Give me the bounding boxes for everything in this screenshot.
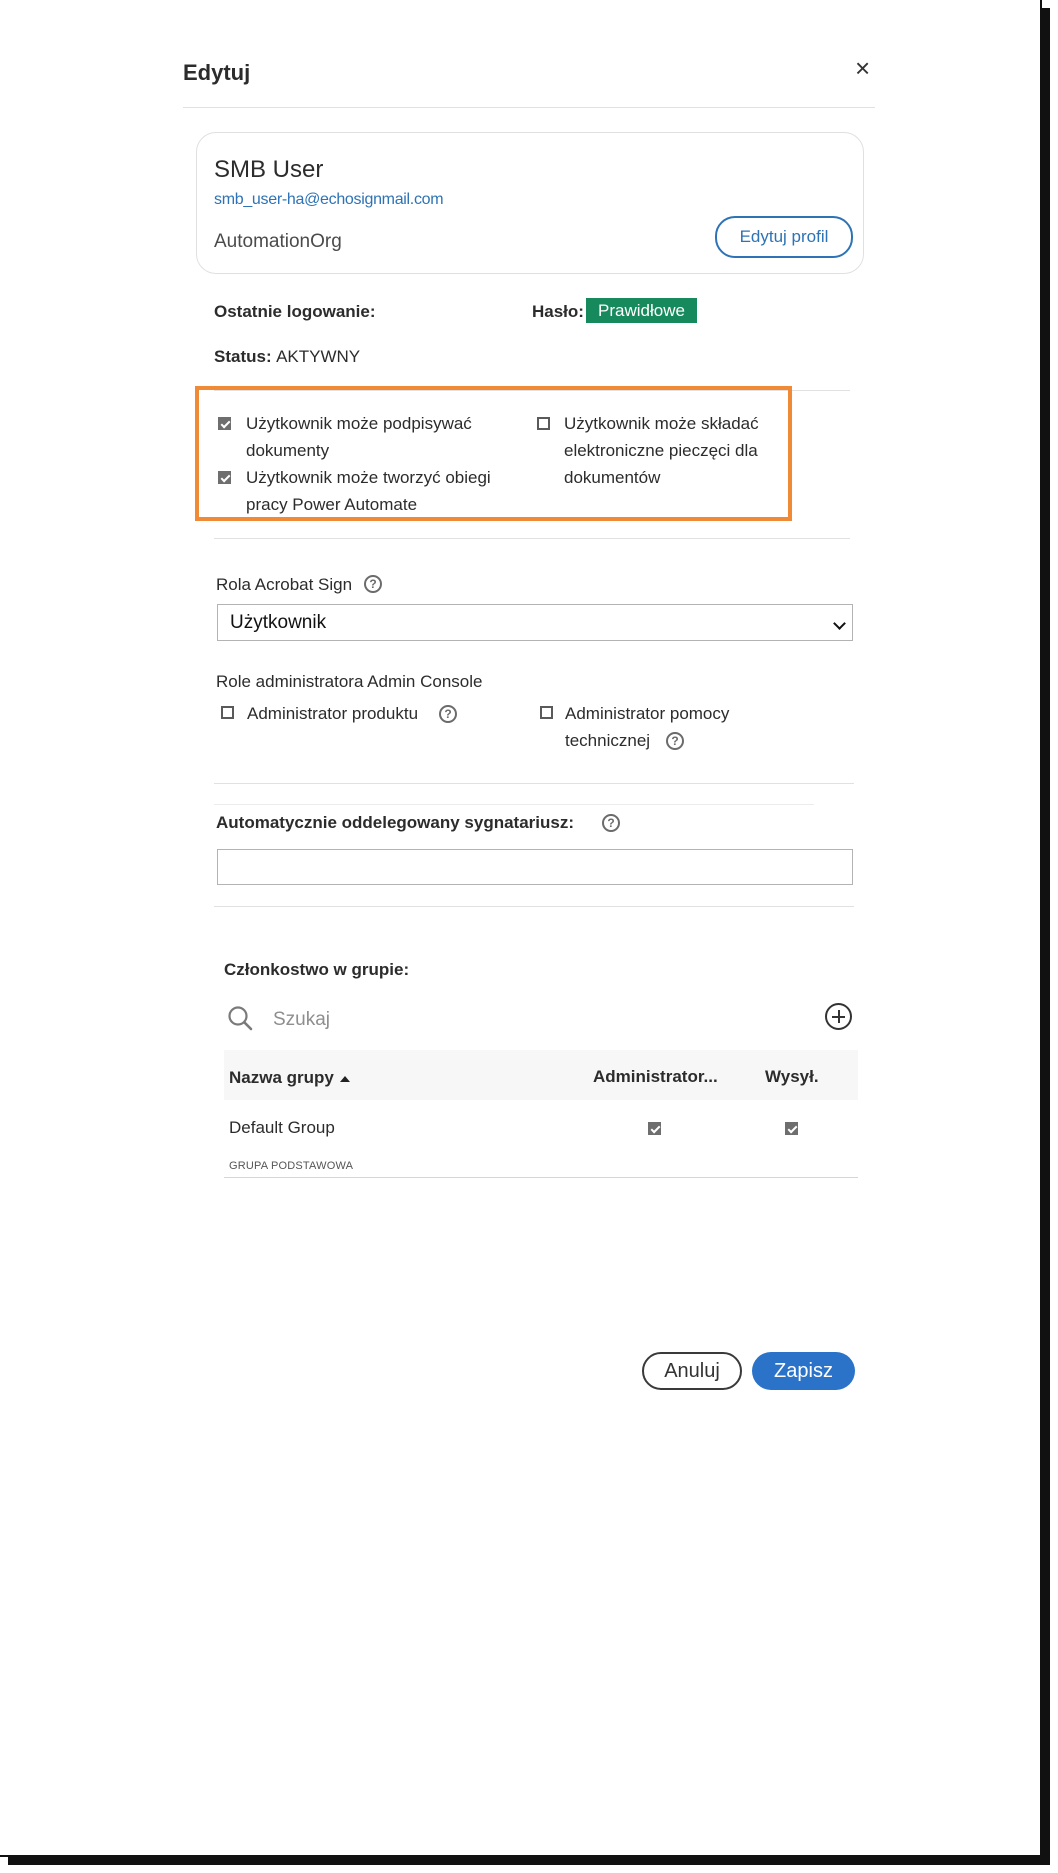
group-search-input[interactable]: Szukaj [273, 1009, 331, 1030]
delegate-label: Automatycznie oddelegowany sygnatariusz: [216, 813, 575, 832]
chevron-down-icon [833, 617, 846, 630]
edit-profile-button[interactable]: Edytuj profil [715, 216, 853, 258]
col-group-name-label: Nazwa grupy [229, 1068, 334, 1087]
sign-line-1: Użytkownik może podpisywać [246, 414, 472, 433]
product-admin-help-icon[interactable]: ? [439, 705, 457, 723]
groups-label: Członkostwo w grupie: [224, 960, 410, 979]
group-admin-checkbox[interactable] [648, 1122, 661, 1135]
seal-line-1: Użytkownik może składać [564, 414, 759, 433]
cancel-button[interactable]: Anuluj [642, 1352, 742, 1390]
seal-checkbox[interactable] [537, 417, 550, 430]
delegate-help-icon[interactable]: ? [602, 814, 620, 832]
status-row [214, 347, 360, 367]
flows-line-2: pracy Power Automate [246, 495, 418, 514]
role-select[interactable] [217, 604, 853, 641]
password-status-badge: Prawidłowe [586, 298, 697, 323]
status-label: Status: [214, 347, 272, 366]
support-admin-help-icon[interactable]: ? [666, 732, 684, 750]
role-selected-value: Użytkownik [230, 612, 327, 633]
password-label: Hasło: [532, 302, 584, 321]
header-divider [183, 107, 875, 108]
seal-line-3: dokumentów [564, 468, 661, 487]
last-login-label: Ostatnie logowanie: [214, 302, 376, 321]
user-org: AutomationOrg [214, 231, 342, 252]
add-group-icon[interactable] [825, 1003, 852, 1030]
role-help-icon[interactable]: ? [364, 575, 382, 593]
col-admin[interactable]: Administrator... [593, 1067, 718, 1086]
col-group-name[interactable] [229, 1068, 350, 1088]
support-admin-line-1: Administrator pomocy [565, 704, 730, 723]
delegate-divider [214, 906, 854, 907]
admin-roles-label: Role administratora Admin Console [216, 672, 483, 691]
permissions-divider [214, 538, 850, 539]
save-button[interactable]: Zapisz [752, 1352, 855, 1390]
groups-row-divider [224, 1177, 858, 1178]
product-admin-checkbox[interactable] [221, 706, 234, 719]
group-send-checkbox[interactable] [785, 1122, 798, 1135]
admin-divider [214, 783, 854, 784]
user-name: SMB User [214, 156, 324, 183]
group-row-tag: GRUPA PODSTAWOWA [229, 1160, 354, 1172]
group-row-name: Default Group [229, 1118, 335, 1137]
seal-line-2: elektroniczne pieczęci dla [564, 441, 758, 460]
support-admin-checkbox[interactable] [540, 706, 553, 719]
sign-option-label [246, 410, 472, 464]
flows-line-1: Użytkownik może tworzyć obiegi [246, 468, 491, 487]
support-admin-label [565, 700, 729, 754]
support-admin-line-2: technicznej [565, 731, 651, 750]
col-send[interactable]: Wysył. [765, 1067, 819, 1086]
user-email[interactable]: smb_user-ha@echosignmail.com [214, 191, 444, 208]
role-label: Rola Acrobat Sign [216, 575, 353, 594]
sort-up-icon [340, 1076, 350, 1082]
flows-checkbox[interactable] [218, 471, 231, 484]
dialog-title: Edytuj [183, 60, 251, 85]
delegate-input[interactable] [217, 849, 853, 885]
product-admin-label: Administrator produktu [247, 704, 419, 723]
admin-divider-2 [214, 804, 814, 805]
sign-line-2: dokumenty [246, 441, 330, 460]
sign-checkbox[interactable] [218, 417, 231, 430]
close-icon[interactable]: × [855, 53, 871, 83]
search-icon [227, 1005, 253, 1031]
flows-option-label [246, 464, 491, 518]
seal-option-label [564, 410, 759, 491]
status-value: AKTYWNY [276, 347, 361, 366]
